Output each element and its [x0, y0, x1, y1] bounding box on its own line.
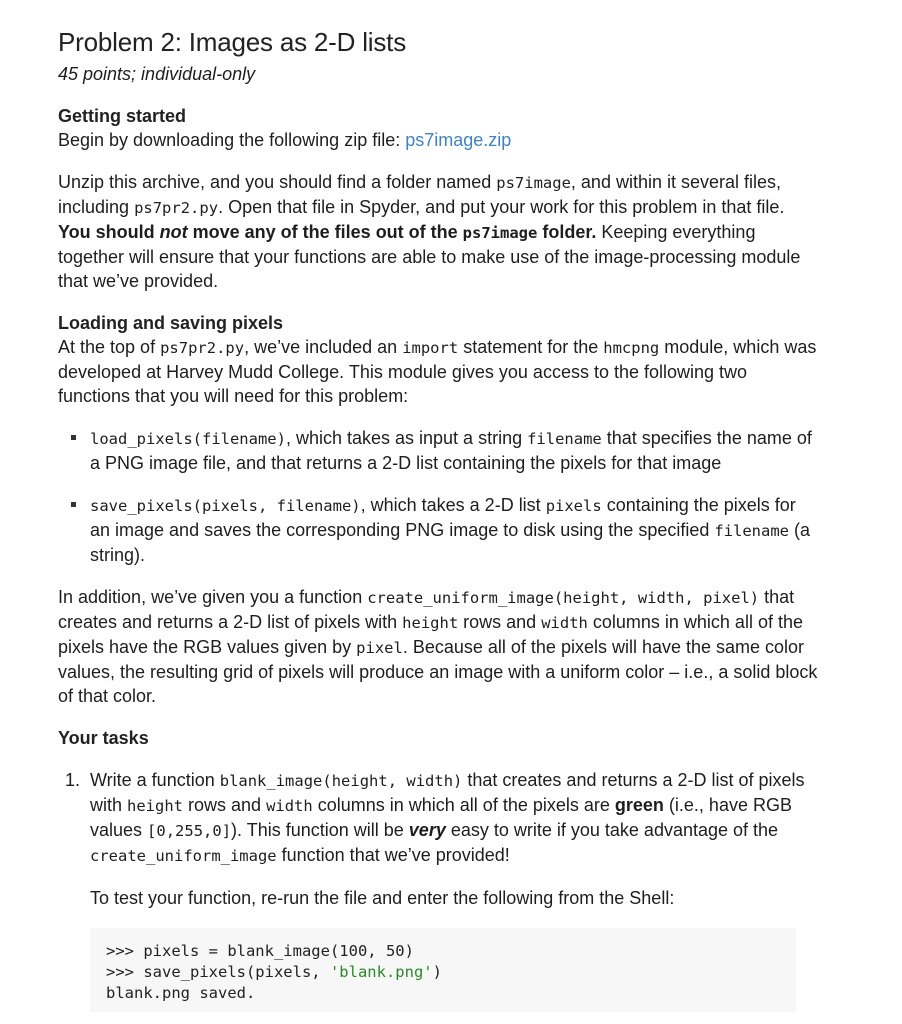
- text: At the top of: [58, 337, 161, 357]
- inline-code: height: [402, 614, 459, 632]
- inline-code: [0,255,0]: [147, 822, 232, 840]
- text: , which takes as input a string: [285, 428, 528, 448]
- text: Unzip this archive, and you should find a folder named: [58, 172, 497, 192]
- text: rows and: [183, 795, 267, 815]
- loading-paragraph: [58, 335, 818, 408]
- code-string: 'blank.png': [329, 963, 433, 981]
- text: , we’ve included an: [244, 337, 403, 357]
- code-text: ): [432, 963, 442, 981]
- text: Keeping everything together will ensure that your functions are able to make use of the image-processing module that we’ve provided.: [58, 222, 801, 291]
- text: Write a function: [90, 770, 220, 790]
- text: folder.: [537, 222, 597, 242]
- list-item: [58, 493, 818, 567]
- inline-code: height: [127, 797, 184, 815]
- inline-code: width: [266, 797, 313, 815]
- inline-code: import: [402, 339, 459, 357]
- text: , which takes a 2-D list: [360, 495, 546, 515]
- bullet-icon: [71, 435, 76, 440]
- section-tasks: [58, 726, 818, 1012]
- text: that creates and returns a 2-D list of pixels with: [58, 587, 795, 632]
- inline-code: blank_image(height, width): [219, 772, 463, 790]
- inline-code: pixels: [545, 497, 602, 515]
- text: containing the pixels for an image and saves the corresponding PNG image to disk using the specified: [90, 495, 796, 540]
- emphasis: not: [159, 222, 188, 242]
- code-block: [90, 928, 796, 1012]
- emphasis: very: [408, 820, 446, 840]
- text: move any of the files out of the: [187, 222, 463, 242]
- inline-code: filename: [527, 430, 602, 448]
- text: . Because all of the pixels will have the same color values, the resulting grid of pixels will produce an image with a uniform color – i.e., a solid block of that color.: [58, 637, 818, 706]
- warning-text: [58, 222, 596, 242]
- section-heading-getting-started: Getting started: [58, 106, 187, 126]
- addition-paragraph: [58, 585, 818, 708]
- section-getting-started: [58, 104, 818, 152]
- code-line: [106, 962, 781, 983]
- function-signature: load_pixels(filename): [90, 430, 286, 448]
- inline-code: create_uniform_image(height, width, pixel): [367, 589, 760, 607]
- inline-code: ps7pr2.py: [134, 199, 219, 217]
- inline-code: ps7image: [462, 224, 538, 242]
- text: module, which was developed at Harvey Mudd College. This module gives you access to the following two functions that you will need for this problem:: [58, 337, 817, 406]
- page-subtitle: 45 points; individual-only: [58, 64, 256, 84]
- section-heading-loading-saving: Loading and saving pixels: [58, 313, 284, 333]
- code-line: >>> pixels = blank_image(100, 50): [106, 942, 414, 960]
- section-heading-tasks: Your tasks: [58, 728, 149, 748]
- text: In addition, we’ve given you a function: [58, 587, 368, 607]
- test-intro: To test your function, re-run the file and enter the following from the Shell:: [90, 888, 675, 908]
- inline-code: ps7pr2.py: [160, 339, 245, 357]
- function-signature: save_pixels(pixels, filename): [90, 497, 361, 515]
- inline-code: hmcpng: [603, 339, 660, 357]
- function-list: [58, 426, 818, 567]
- page-title: Problem 2: Images as 2-D lists: [58, 27, 407, 57]
- task-item: [58, 768, 818, 1012]
- text: easy to write if you take advantage of the: [445, 820, 779, 840]
- zip-download-link[interactable]: ps7image.zip: [405, 130, 512, 150]
- download-line: [58, 128, 818, 152]
- code-text: >>> save_pixels(pixels,: [106, 963, 330, 981]
- text: (i.e., have RGB values: [90, 795, 792, 840]
- code-line: blank.png saved.: [106, 984, 256, 1002]
- task-description: [90, 768, 818, 868]
- text: columns in which all of the pixels have the RGB values given by: [58, 612, 803, 657]
- inline-code: width: [541, 614, 588, 632]
- download-text: Begin by downloading the following zip file:: [58, 130, 406, 150]
- inline-code: create_uniform_image: [90, 847, 277, 865]
- task-number: 1.: [65, 770, 81, 790]
- bold-text: green: [614, 795, 664, 815]
- text: that specifies the name of a PNG image file, and that returns a 2-D list containing the pixels for that image: [90, 428, 812, 473]
- inline-code: pixel: [356, 639, 403, 657]
- text: columns in which all of the pixels are: [312, 795, 615, 815]
- list-item: [58, 426, 818, 475]
- text: You should: [58, 222, 160, 242]
- text: rows and: [458, 612, 542, 632]
- task-list: [58, 768, 818, 1012]
- text: ). This function will be: [231, 820, 409, 840]
- text: function that we’ve provided!: [276, 845, 510, 865]
- text: statement for the: [458, 337, 604, 357]
- section-loading-saving: [58, 311, 818, 567]
- inline-code: ps7image: [496, 174, 571, 192]
- unzip-paragraph: [58, 170, 818, 293]
- bullet-icon: [71, 502, 76, 507]
- text: . Open that file in Spyder, and put your work for this problem in that file.: [218, 197, 785, 217]
- text: , and within it several files, including: [58, 172, 782, 217]
- text: (a string).: [90, 520, 811, 565]
- inline-code: filename: [714, 522, 790, 540]
- text: that creates and returns a 2-D list of pixels with: [90, 770, 805, 815]
